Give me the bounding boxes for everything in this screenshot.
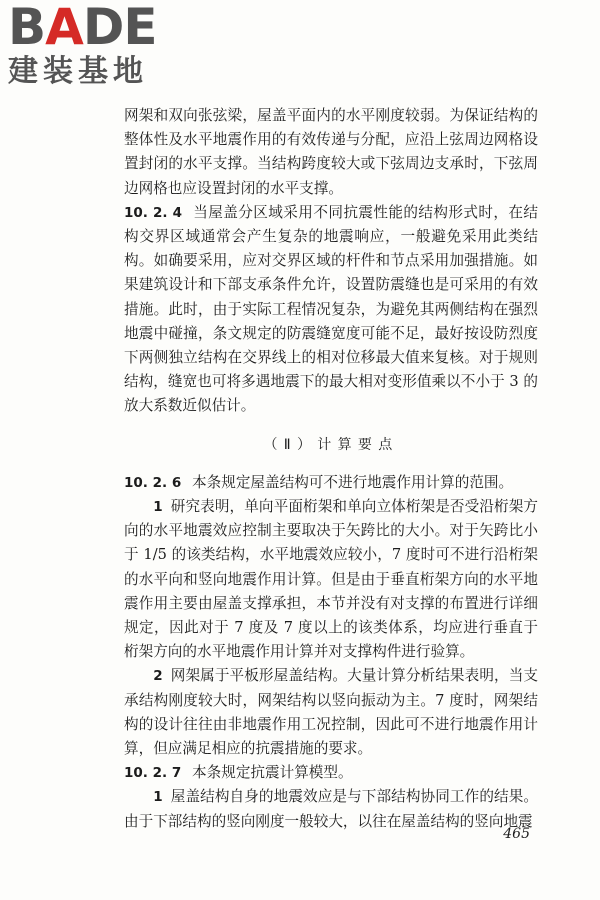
clause-10-2-6 [124,471,538,495]
item-number: 2 [153,668,163,685]
item-text: 网架属于平板形屋盖结构。大量计算分析结果表明，当支承结构刚度较大时，网架结构以竖向振动为主。7 度时，网架结构的设计往往由非地震作用工况控制，因此可不进行地震作用计算，但应满足相应的抗震措施的要求。 [124,667,538,758]
clause-number: 10. 2. 7 [124,765,182,782]
page-number: 465 [503,826,530,842]
brand-logo [8,2,178,92]
clause-10-2-7-item-1 [124,785,538,833]
item-text: 屋盖结构自身的地震效应是与下部结构协同工作的结果。由于下部结构的竖向刚度一般较大，以往在屋盖结构的竖向地震 [124,788,538,830]
paragraph-continuation: 网架和双向张弦梁，屋盖平面内的水平刚度较弱。为保证结构的整体性及水平地震作用的有效传递与分配，应沿上弦周边网格设置封闭的水平支撑。当结构跨度较大或下弦周边支承时，下弦周边网格也应设置封闭的水平支撑。 [124,107,538,197]
section-heading: （Ⅱ）计算要点 [263,436,399,453]
logo-letters-de: DE [82,0,157,56]
item-number: 1 [153,789,163,806]
clause-number: 10. 2. 6 [124,474,182,491]
clause-text: 本条规定抗震计算模型。 [192,764,353,782]
clause-10-2-6-item-1 [124,495,538,664]
clause-number: 10. 2. 4 [124,204,183,221]
item-text: 研究表明，单向平面桁架和单向立体桁架是否受沿桁架方向的水平地震效应控制主要取决于矢跨比的大小。对于矢跨比小于 1/5 的该类结构，水平地震效应较小，7 度时可不进行沿桁架的水平向和竖向地震作用计算。但是由于垂直桁架方向的水平地震作用主要由屋盖支撑承担，本节并没有对支撑的布置进行详细规定，因此对于 7 度及 7 度以上的该类体系，均应进行垂直于桁架方向的水平地震作用计算并对支撑构件进行验算。 [124,498,538,661]
logo-wordmark [8,0,178,56]
clause-10-2-6-item-2 [124,664,538,761]
clause-text: 本条规定屋盖结构可不进行地震作用计算的范围。 [192,473,514,491]
clause-10-2-7 [124,761,538,785]
logo-letter-a-accent: A [45,0,83,56]
logo-subtitle: 建装基地 [8,54,148,89]
document-body [124,104,538,834]
clause-10-2-4 [124,201,538,419]
logo-letter-b: B [8,0,46,56]
clause-text: 当屋盖分区域采用不同抗震性能的结构形式时，在结构交界区域通常会产生复杂的地震响应，一般避免采用此类结构。如确要采用，应对交界区域的杆件和节点采用加强措施。如果建筑设计和下部支承条件允许，设置防震缝也是可采用的有效措施。此时，由于实际工程情况复杂，为避免其两侧结构在强烈地震中碰撞，条文规定的防震缝宽度可能不足，最好按设防烈度下两侧独立结构在交界线上的相对位移最大值来复核。对于规则结构，缝宽也可将多遇地震下的最大相对变形值乘以不小于 3 的放大系数近似估计。 [124,203,538,415]
item-number: 1 [153,499,163,516]
